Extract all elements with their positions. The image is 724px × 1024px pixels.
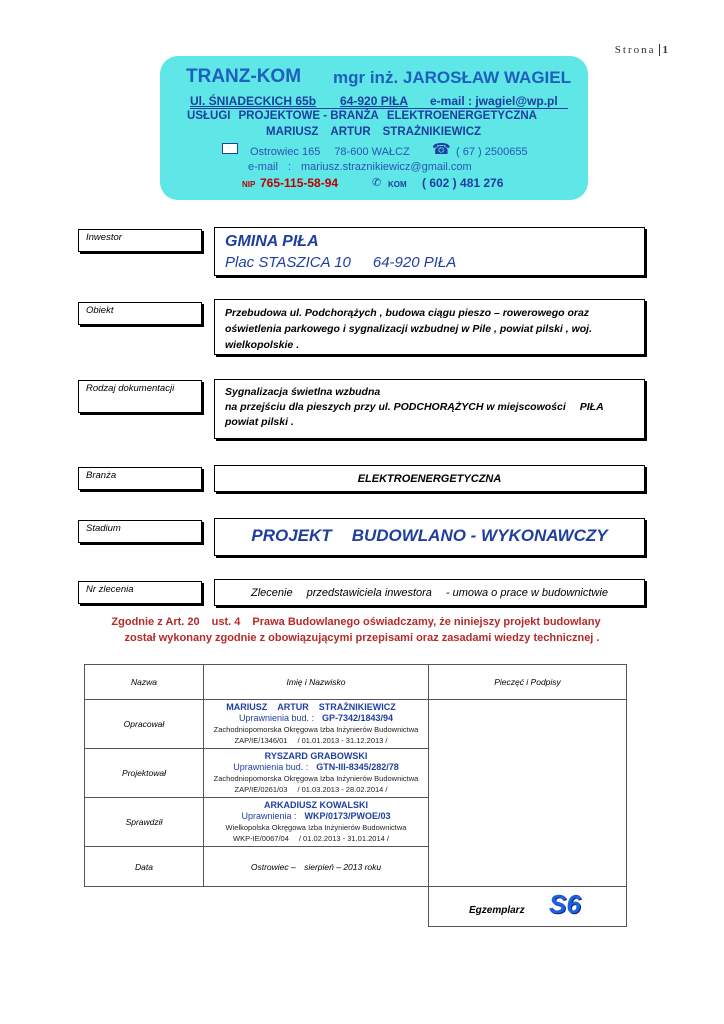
branza-label: Branża — [78, 467, 202, 490]
company-name: TRANZ-KOM — [186, 66, 302, 87]
date-label: Data — [85, 847, 204, 887]
owner-name: mgr inż. JAROSŁAW WAGIEL — [333, 68, 572, 87]
branza-value: ELEKTROENERGETYCZNA — [214, 465, 645, 492]
mobile-phone-icon: ✆ — [372, 177, 382, 189]
stamp-signature-cell[interactable] — [429, 700, 627, 887]
copy-label: Egzemplarz — [469, 905, 525, 916]
inwestor-name: GMINA PIŁA — [225, 233, 319, 250]
header-nazwa: Nazwa — [85, 665, 204, 700]
telephone-icon: ☎ — [432, 141, 451, 158]
copy-code: S6 — [549, 889, 581, 919]
nip-number: 765-115-58-94 — [260, 176, 339, 190]
header-imie-nazwisko: Imię i Nazwisko — [204, 665, 429, 700]
person-cell: ARKADIUSZ KOWALSKI Uprawnienia : WKP/0173/PWOE/03 Wielkopolska Okręgowa Izba Inżynierów Budownictwa WKP-IE/0067/04 / 01.02.2013 - 31.01.2014 / — [204, 798, 429, 847]
rodzaj-value: Sygnalizacja świetlna wzbudna na przejściu dla pieszych przy ul. PODCHORĄŻYCH w miejscowości PIŁA powiat pilski . — [214, 379, 645, 439]
header-pieczec: Pieczęć i Podpisy — [429, 665, 627, 700]
designer-address: Ostrowiec 165 78-600 WAŁCZ — [250, 146, 410, 158]
person-cell: MARIUSZ ARTUR STRAŻNIKIEWICZ Uprawnienia bud. : GP-7342/1843/94 Zachodniopomorska Okręgowa Izba Inżynierów Budownictwa ZAP/IE/1346/01 / 01.01.2013 - 31.12.2013 / — [204, 700, 429, 749]
designer-name: MARIUSZ ARTUR STRAŻNIKIEWICZ — [266, 126, 482, 138]
obiekt-value: Przebudowa ul. Podchorążych , budowa ciągu pieszo – rowerowego oraz oświetlenia parkowego i sygnalizacji wzbudnej w Pile , powiat pilski , woj. wielkopolskie . — [214, 299, 645, 355]
date-value: Ostrowiec – sierpień – 2013 roku — [204, 847, 429, 887]
copy-cell — [429, 887, 627, 927]
stadium-label: Stadium — [78, 520, 202, 543]
role-cell: Projektował — [85, 749, 204, 798]
obiekt-label: Obiekt — [78, 302, 202, 325]
designer-email[interactable]: e-mail : mariusz.straznikiewicz@gmail.com — [248, 161, 472, 173]
table-row — [85, 700, 627, 749]
role-cell: Opracował — [85, 700, 204, 749]
inwestor-address: Plac STASZICA 10 64-920 PIŁA — [225, 254, 457, 271]
nr-zlecenia-value: Zlecenie przedstawiciela inwestora - umowa o prace w budownictwie — [214, 579, 645, 606]
role-cell: Sprawdził — [85, 798, 204, 847]
stadium-value: PROJEKT BUDOWLANO - WYKONAWCZY — [214, 518, 645, 556]
mobile-number: ( 602 ) 481 276 — [422, 176, 504, 190]
inwestor-value — [214, 227, 645, 276]
person-cell: RYSZARD GRABOWSKI Uprawnienia bud. : GTN-III-8345/282/78 Zachodniopomorska Okręgowa Izba Inżynierów Budownictwa ZAP/IE/0261/03 / 01.03.2013 - 28.02.2014 / — [204, 749, 429, 798]
header-divider — [190, 108, 568, 109]
inwestor-label: Inwestor — [78, 229, 202, 252]
company-address: Ul. ŚNIADECKICH 65b 64-920 PIŁA — [190, 94, 409, 108]
copy-row — [85, 887, 627, 927]
designer-phone: ( 67 ) 2500655 — [456, 146, 528, 158]
nip-label: NIP — [242, 180, 256, 189]
company-email[interactable]: e-mail : jwagiel@wp.pl — [430, 94, 558, 108]
kom-label: KOM — [388, 180, 407, 189]
envelope-icon — [222, 143, 238, 154]
table-header-row — [85, 665, 627, 700]
compliance-statement: Zgodnie z Art. 20 ust. 4 Prawa Budowlanego oświadczamy, że niniejszy projekt budowlany został wykonany zgodnie z obowiązującymi przepisami oraz zasadami wiedzy technicznej . — [111, 616, 601, 644]
signatures-table — [84, 664, 627, 927]
nr-zlecenia-label: Nr zlecenia — [78, 581, 202, 604]
rodzaj-label: Rodzaj dokumentacji — [78, 380, 202, 413]
page-number: Strona 1 — [614, 44, 668, 56]
services-line: USŁUGI PROJEKTOWE - BRANŻA ELEKTROENERGETYCZNA — [187, 110, 537, 122]
